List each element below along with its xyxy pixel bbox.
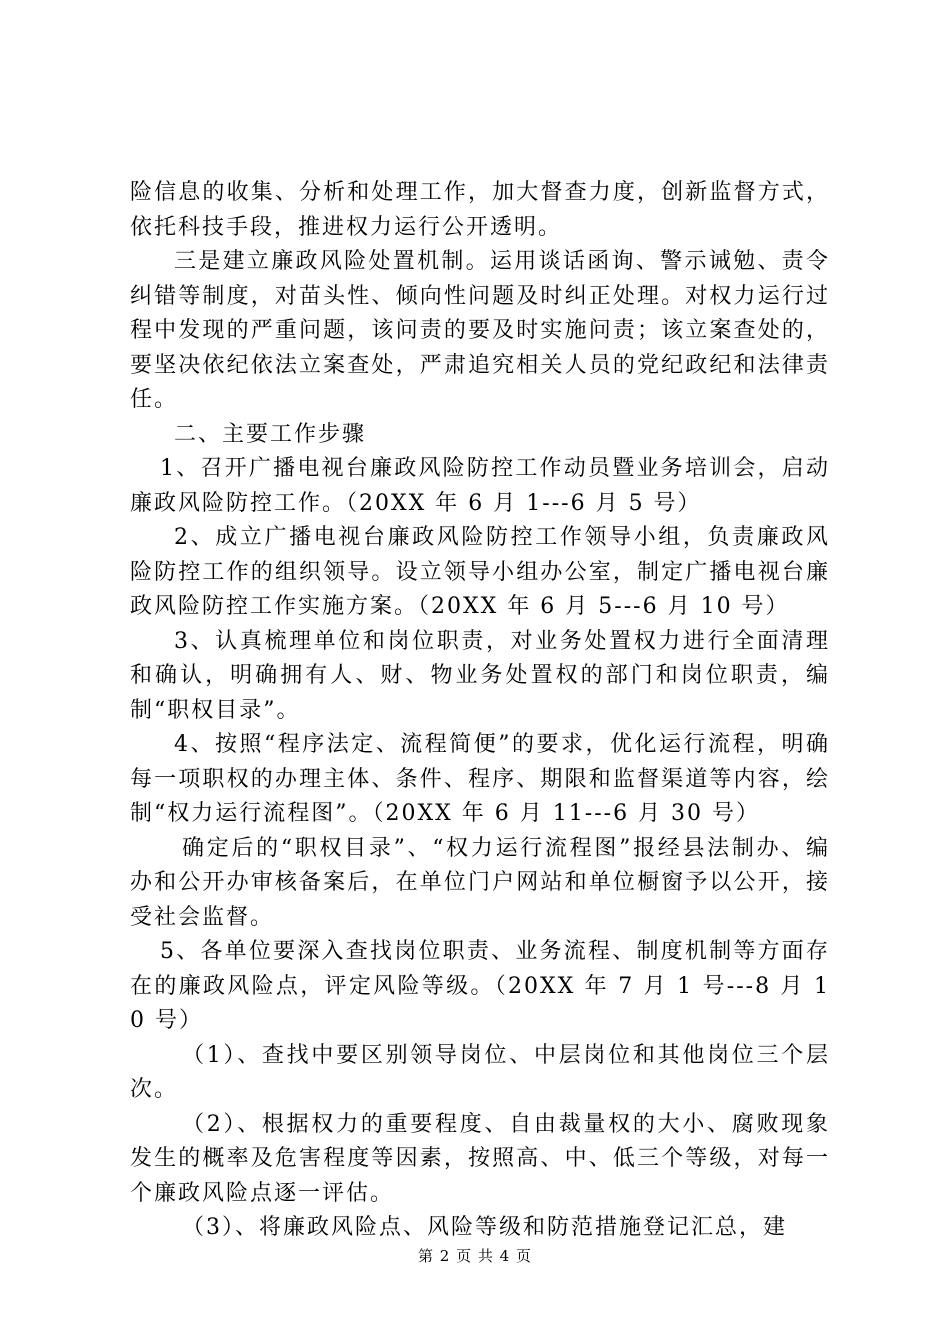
section-heading-main-steps: 二、主要工作步骤 [174, 421, 367, 447]
paragraph-disposal-mechanism: 三是建立廉政风险处置机制。运用谈话函询、警示诫勉、责令纠错等制度，对苗头性、倾向性问题及时纠正处理。对权力运行过程中发现的严重问题，该问责的要及时实施问责；该立案查处的，要坚决依纪依法立案查处，严肃追究相关人员的党纪政纪和法律责任。 [130, 249, 830, 412]
paragraph-step-3: 3、认真梳理单位和岗位职责，对业务处置权力进行全面清理和确认，明确拥有人、财、物业务处置权的部门和岗位职责，编制“职权目录”。 [130, 628, 830, 723]
paragraph-step-2: 2、成立广播电视台廉政风险防控工作领导小组，负责廉政风险防控工作的组织领导。设立领导小组办公室，制定广播电视台廉政风险防控工作实施方案。（20XX 年 6 月 5---6 月 10 号） [130, 525, 830, 619]
paragraph-item-1: （1）、查找中要区别领导岗位、中层岗位和其他岗位三个层次。 [130, 1042, 830, 1102]
document-body [130, 176, 830, 1246]
paragraph-step-4: 4、按照“程序法定、流程简便”的要求，优化运行流程，明确每一项职权的办理主体、条件、程序、期限和监督渠道等内容，绘制“权力运行流程图”。（20XX 年 6 月 11---6 月 30 号） [130, 732, 830, 826]
paragraph-publication: 确定后的“职权目录”、“权力运行流程图”报经县法制办、编办和公开办审核备案后，在单位门户网站和单位橱窗予以公开，接受社会监督。 [130, 835, 830, 930]
paragraph-step-1: 1、召开广播电视台廉政风险防控工作动员暨业务培训会，启动廉政风险防控工作。（20XX 年 6 月 1---6 月 5 号） [130, 456, 830, 516]
page-footer: 第 2 页 共 4 页 [418, 1247, 532, 1265]
paragraph-item-2: （2）、根据权力的重要程度、自由裁量权的大小、腐败现象发生的概率及危害程度等因素，按照高、中、低三个等级，对每一个廉政风险点逐一评估。 [130, 1111, 830, 1206]
paragraph-step-5: 5、各单位要深入查找岗位职责、业务流程、制度机制等方面存在的廉政风险点，评定风险等级。（20XX 年 7 月 1 号---8 月 10 号） [130, 939, 830, 1033]
paragraph-item-3: （3）、将廉政风险点、风险等级和防范措施登记汇总，建 [182, 1215, 787, 1240]
paragraph-risk-info: 险信息的收集、分析和处理工作，加大督查力度，创新监督方式，依托科技手段，推进权力运行公开透明。 [130, 180, 830, 240]
